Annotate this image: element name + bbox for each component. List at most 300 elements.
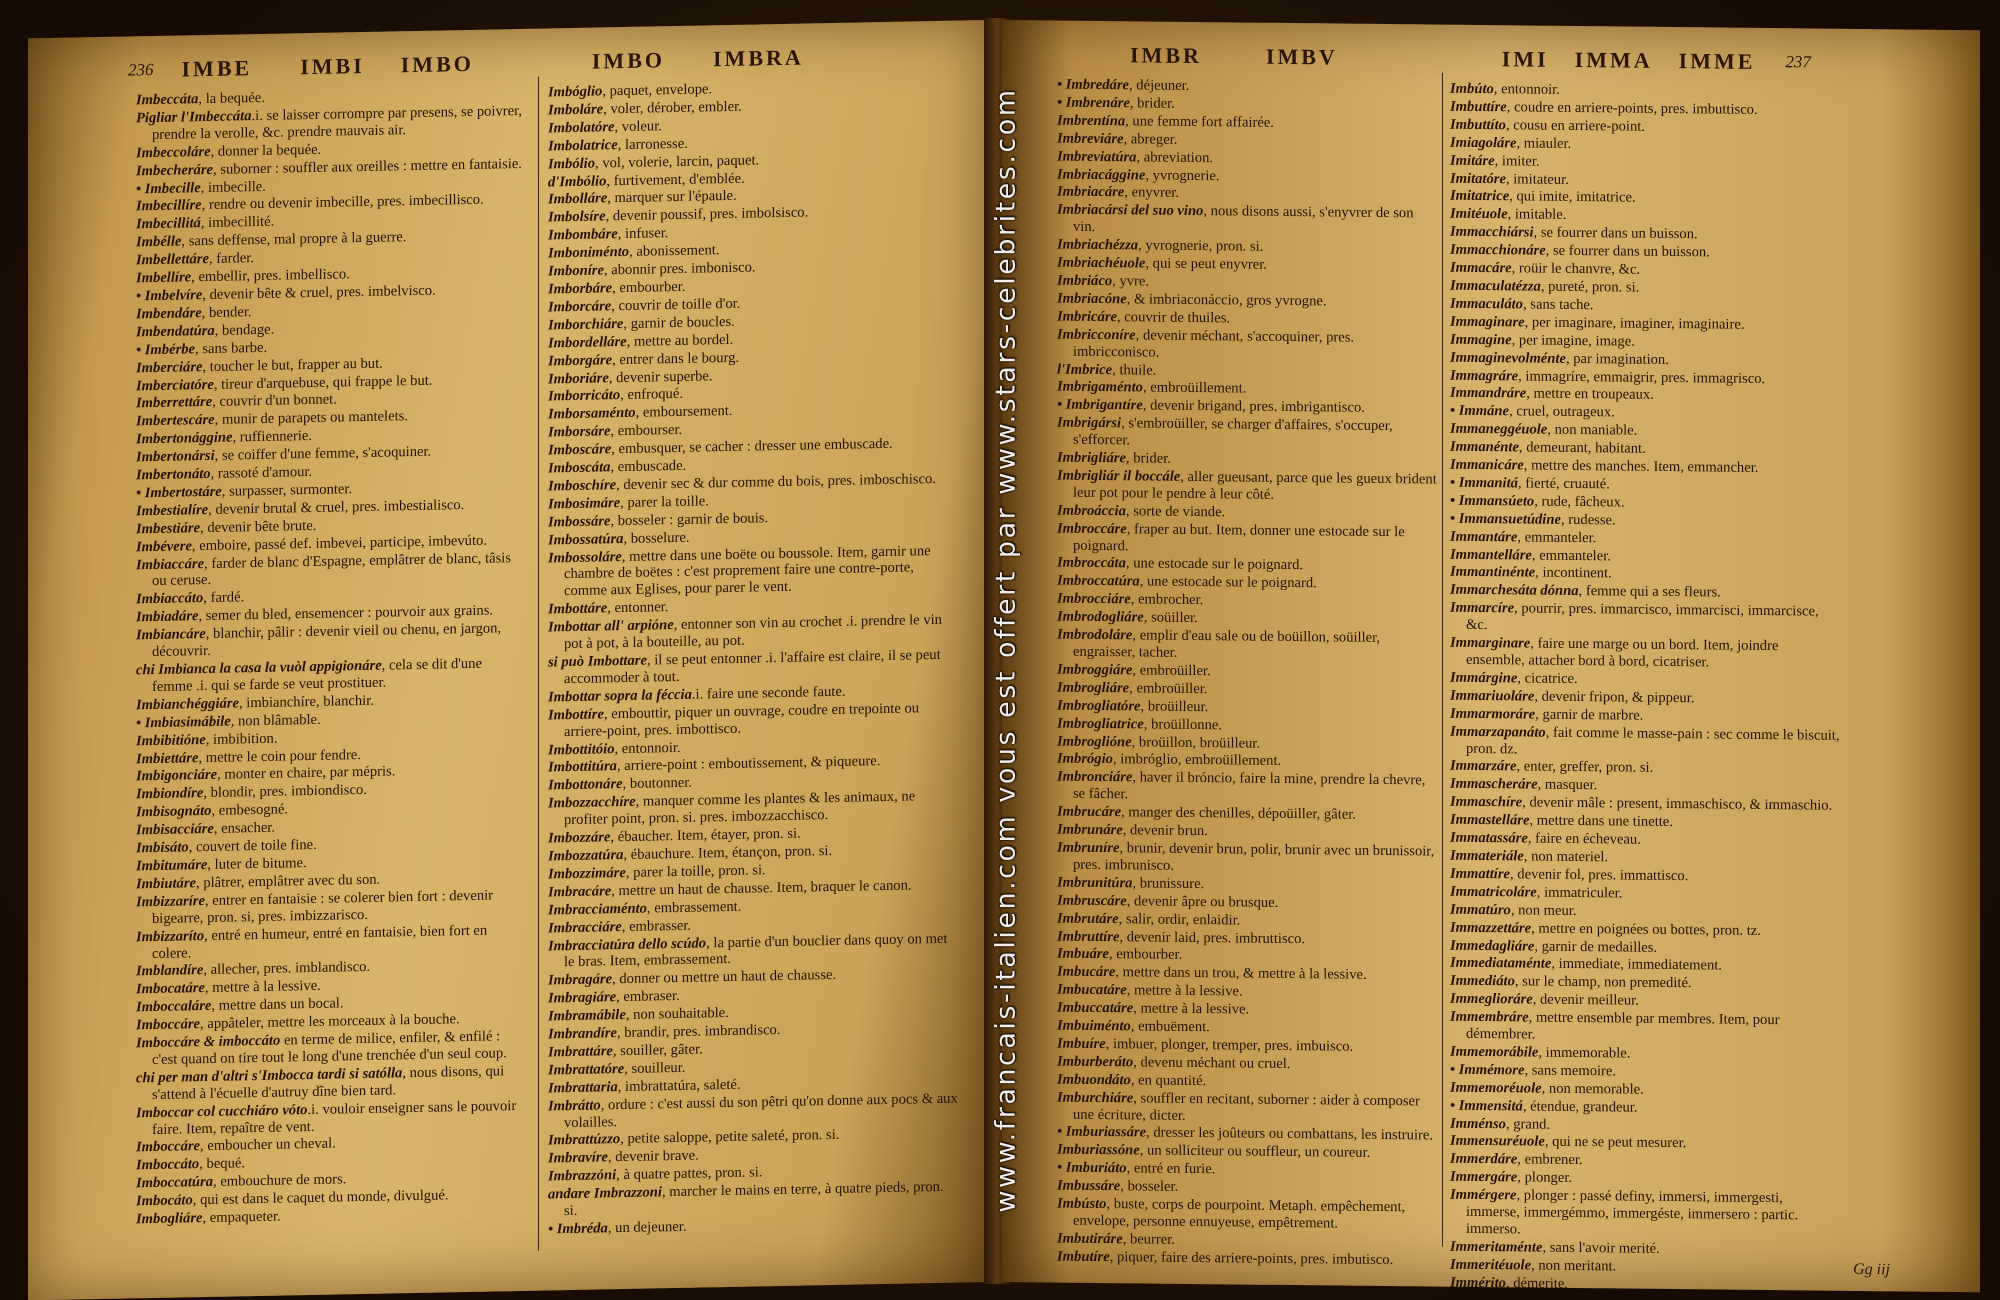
entry-definition: , abonissement.: [629, 242, 720, 261]
entry-headword: Imbitumáre: [136, 856, 208, 875]
entry-headword: Immaculáto: [1450, 295, 1523, 313]
entry-headword: Immeritaménte: [1450, 1238, 1543, 1256]
right-page: [1002, 20, 1980, 1292]
entry-definition: , embroüiller.: [1129, 680, 1208, 697]
entry-headword: Imborbáre: [548, 280, 613, 298]
entry-definition: , embuëment.: [1130, 1018, 1210, 1036]
entry-definition: , emboire, passé def. imbevei, participe, imbevúto.: [191, 532, 487, 554]
entry-definition: , devenir brave.: [608, 1147, 699, 1166]
entry-definition: , garnir de boucles.: [623, 313, 735, 332]
guide-word: IMBV: [1265, 43, 1338, 70]
entry-definition: , mettre le coin pour fendre.: [198, 746, 361, 766]
entry-headword: Imbucatáre: [1057, 981, 1127, 999]
entry-definition: , mettre dans une boëte ou boussole. Item, garnir une chambre de boëtes : c'est proprement faire une contre-porte, comme aux Eglises, pour parer le vent.: [564, 542, 931, 600]
entry-definition: , dresser les joûteurs ou combattans, les instruire.: [1146, 1124, 1433, 1144]
entry-definition: , à quatre pattes, pron. si.: [616, 1164, 763, 1184]
entry-definition: , embuscade.: [610, 457, 687, 476]
entry-definition: , miauler.: [1516, 135, 1572, 152]
entry-definition: , brunir, devenir brun, polir, brunir avec un brunissoir, pres. imbrunisco.: [1073, 840, 1435, 874]
entry-headword: • Imbertostáre: [136, 483, 222, 502]
entry-definition: , non meritant.: [1531, 1257, 1617, 1275]
entry-definition: , devenu méchant ou cruel.: [1133, 1054, 1291, 1072]
entry-headword: Imbogliáre: [136, 1210, 203, 1228]
entry-headword: Imboníre: [548, 262, 604, 280]
entry-headword: Imbrattaria: [548, 1078, 618, 1097]
entry-headword: Immaschíre: [1450, 793, 1523, 811]
entry-headword: Immarginare: [1450, 634, 1531, 652]
entry-definition: , monter en chaire, par mépris.: [217, 763, 396, 784]
entry-headword: Imboccáre & imboccáto: [136, 1032, 281, 1052]
entry-definition: , voleur.: [614, 118, 662, 135]
entry-definition: , la bequée.: [198, 89, 265, 108]
entry-headword: Imbigonciáre: [136, 767, 218, 785]
entry-definition: , couvrir de toille d'or.: [611, 295, 741, 315]
entry-definition: , pureté, pron. si.: [1540, 278, 1640, 296]
entry-definition: , devenir fol, pres. immattisco.: [1510, 866, 1689, 885]
entry-definition: , nous disons, qui s'attend à l'écuelle d'autruy dîne bien tard.: [152, 1063, 505, 1103]
entry-headword: Imbertonársi: [136, 447, 215, 466]
dictionary-entry: [1450, 1274, 1840, 1295]
entry-definition: , voler, dérober, embler.: [603, 98, 742, 118]
entry-headword: Immariuoláre: [1450, 687, 1535, 705]
entry-headword: Immaginare: [1450, 313, 1525, 331]
entry-headword: Imbutiráre: [1057, 1230, 1123, 1248]
entry-definition: , il se peut entonner .i. l'affaire est claire, il se peut accommoder à tout.: [564, 646, 941, 688]
entry-definition: , couvert de toile fine.: [188, 836, 317, 856]
entry-headword: Imborcáre: [548, 298, 612, 316]
entry-headword: Immérgere: [1450, 1186, 1517, 1204]
entry-headword: Imbellíre: [136, 269, 192, 287]
entry-definition: , entré en humeur, entré en fantaisie, bien fort en colere.: [152, 922, 488, 962]
entry-headword: Imbeccoláre: [136, 143, 211, 162]
entry-definition: , emplir d'eau sale ou de boüillon, soüiller, engraisser, tacher.: [1073, 627, 1381, 661]
entry-headword: Imburiassóne: [1057, 1141, 1140, 1159]
entry-definition: , embesogné.: [211, 801, 289, 820]
entry-definition: , entré en furie.: [1126, 1160, 1216, 1178]
entry-headword: Imbreviatúra: [1057, 148, 1137, 166]
entry-headword: Imbrigaménto: [1057, 378, 1143, 396]
entry-headword: Imbuiménto: [1057, 1017, 1131, 1035]
entry-definition: , souiller, gâter.: [612, 1041, 703, 1060]
entry-definition: , embourber.: [1108, 946, 1183, 964]
entry-definition: , ébaucher. Item, étayer, pron. si.: [610, 825, 801, 846]
entry-definition: , une femme fort affairée.: [1125, 113, 1274, 131]
entry-headword: Imbuttíre: [1450, 98, 1507, 116]
entry-definition: , bequé.: [199, 1155, 246, 1173]
entry-headword: andare Imbrazzoni: [548, 1184, 662, 1203]
entry-definition: , demeurant, habitant.: [1518, 439, 1646, 457]
entry-headword: Imborchiáre: [548, 315, 624, 334]
entry-headword: Immanénte: [1450, 438, 1519, 456]
entry-headword: Imbroccatúra: [1057, 572, 1140, 590]
entry-headword: Imbuttíto: [1450, 116, 1506, 134]
entry-definition: , imbecille.: [200, 178, 266, 196]
entry-definition: , imbecillité.: [200, 214, 275, 232]
entry-definition: , sur le champ, non premedité.: [1514, 973, 1692, 992]
entry-headword: Imberciatóre: [136, 376, 214, 394]
entry-definition: , bosselure.: [623, 529, 690, 547]
entry-definition: , yvre.: [1112, 273, 1150, 290]
entry-definition: , brunissure.: [1132, 875, 1205, 892]
entry-definition: , ordure : c'est aussi du son pêtri qu'on donne aux pocs & aux volailles.: [564, 1090, 958, 1131]
page-number: 236: [128, 60, 154, 80]
entry-headword: Immaginevolménte: [1450, 349, 1566, 367]
entry-definition: , souilleur.: [624, 1059, 686, 1077]
entry-headword: • Imburiassáre: [1057, 1124, 1147, 1141]
entry-headword: Imbeccáta: [136, 91, 199, 109]
entry-definition: , emmanteler.: [1517, 529, 1597, 546]
entry-definition: , brider.: [1129, 95, 1175, 112]
entry-headword: Imbriachézza: [1057, 236, 1139, 254]
entry-headword: Immastelláre: [1450, 811, 1530, 829]
entry-headword: Immarzapanáto: [1450, 723, 1546, 741]
entry-definition: , un dejeuner.: [607, 1218, 687, 1237]
entry-headword: Imberrettáre: [136, 394, 213, 412]
entry-definition: , imbróglio, embroüillement.: [1112, 751, 1282, 770]
entry-definition: , manger des chenilles, dépoüiller, gâter.: [1121, 804, 1356, 823]
entry-definition: , entonner son vin au crochet .i. prendre le vin pot à pot, à la bouteille, au pot.: [564, 612, 942, 653]
entry-definition: , plâtrer, emplâtrer avec du son.: [196, 871, 381, 892]
entry-headword: Imbrutáre: [1057, 910, 1119, 927]
entry-definition: , imbibition.: [205, 730, 278, 748]
entry-headword: Immantelláre: [1450, 546, 1532, 564]
entry-definition: , piquer, faire des arriere-points, pres. imbutisco.: [1109, 1248, 1394, 1268]
entry-definition: , broüilleur.: [1140, 698, 1209, 715]
entry-definition: , incontinent.: [1535, 565, 1612, 582]
entry-headword: Imbragiáre: [548, 989, 617, 1007]
entry-definition: en terme de milice, enfiler, & enfilé : c'est quand on tire tout le long d'une trenchée d'un seul coup.: [152, 1028, 507, 1068]
entry-definition: , garnir de medailles.: [1534, 938, 1658, 956]
entry-definition: , blondir, pres. imbiondisco.: [203, 782, 367, 802]
entry-definition: , sans l'avoir merité.: [1542, 1239, 1660, 1257]
entry-definition: , embraser.: [616, 988, 680, 1006]
entry-headword: Imbutíre: [1057, 1248, 1110, 1265]
entry-headword: Imbottonáre: [548, 776, 623, 794]
dictionary-entry: [1450, 1009, 1840, 1047]
entry-definition: , devenir meilleur.: [1532, 991, 1639, 1009]
entry-headword: Immacchiársi: [1450, 223, 1534, 241]
entry-headword: Imboccáto: [136, 1156, 200, 1174]
entry-headword: Imbosimáre: [548, 494, 621, 513]
entry-definition: , devenir fripon, & pippeur.: [1534, 688, 1695, 707]
entry-headword: Imbriacáre: [1057, 184, 1125, 201]
entry-headword: Immensuréuole: [1450, 1133, 1545, 1151]
entry-headword: Imbellettáre: [136, 251, 209, 269]
entry-headword: Imbocáto: [136, 1192, 193, 1210]
entry-definition: , enfroqué.: [620, 386, 683, 404]
entry-definition: , souffler en recitant, suborner : aider à composer une écriture, dicter.: [1073, 1090, 1420, 1124]
entry-headword: Imbecheráre: [136, 161, 214, 179]
entry-headword: Immagráre: [1450, 367, 1519, 384]
dictionary-entry: [1057, 468, 1437, 506]
entry-definition: , munir de parapets ou mantelets.: [214, 408, 408, 429]
entry-headword: Imbibitióne: [136, 731, 206, 749]
entry-definition: .i. faire une seconde faute.: [691, 683, 846, 703]
entry-definition: , embellir, pres. imbellisco.: [191, 266, 350, 286]
entry-definition: , mettre des manches. Item, emmancher.: [1523, 457, 1759, 476]
entry-definition: , boutonner.: [622, 775, 692, 793]
entry-headword: Imboccatúra: [136, 1174, 214, 1192]
entry-headword: Imbroáccia: [1057, 502, 1126, 520]
entry-definition: , faire une marge ou un bord. Item, joindre ensemble, attacher bord à bord, cicatriser.: [1466, 635, 1779, 671]
dictionary-entry: [1057, 520, 1437, 558]
guide-word: IMI: [1501, 46, 1549, 72]
dictionary-entry: [1057, 1196, 1437, 1234]
entry-headword: Imbrazzóni: [548, 1167, 617, 1185]
entry-headword: Immeritéuole: [1450, 1256, 1532, 1274]
entry-definition: , embusquer, se cacher : dresser une embuscade.: [611, 435, 893, 458]
left-column-2: [548, 77, 960, 1251]
entry-headword: Imbrattáre: [548, 1043, 613, 1061]
entry-headword: Immarchesáta dónna: [1450, 582, 1579, 600]
entry-headword: Imbuíre: [1057, 1035, 1106, 1053]
entry-definition: , devenir mâle : present, immaschisco, & immaschio.: [1522, 794, 1833, 814]
entry-headword: Imbrogliáre: [1057, 679, 1130, 697]
entry-definition: , cicatrice.: [1517, 670, 1578, 687]
guide-word: IMBRA: [713, 44, 804, 72]
entry-definition: , mettre en troupeaux.: [1526, 385, 1654, 404]
entry-headword: Imbrandíre: [548, 1025, 617, 1043]
entry-definition: , entonner.: [607, 599, 669, 617]
entry-definition: , per imaginare, imaginer, imaginaire.: [1524, 314, 1745, 333]
guide-word: IMBO: [591, 47, 665, 74]
entry-headword: Imbottar all' arpióne: [548, 617, 674, 636]
entry-headword: Imboláre: [548, 101, 604, 119]
entry-headword: Imboscáta: [548, 459, 611, 477]
watermark-text: www.francais-italien.com vous est offert par www.stars-celebrites.com: [990, 87, 1022, 1213]
entry-definition: , devenir bête & cruel, pres. imbelvisco.: [202, 282, 436, 304]
entry-definition: , grand.: [1505, 1115, 1551, 1133]
entry-definition: , entonnoir.: [614, 739, 681, 757]
entry-definition: , devenir poussif, pres. imbolsisco.: [605, 204, 809, 225]
entry-headword: Imbiutáre: [136, 875, 197, 893]
entry-headword: Imbrunitúra: [1057, 874, 1133, 892]
entry-definition: , mettre dans un bocal.: [211, 995, 344, 1015]
entry-definition: , plonger : passé definy, immersi, immergesti, immerse, immergémmo, immergéste, immersero : partic. immerso.: [1466, 1187, 1799, 1238]
entry-definition: , fait comme le masse-pain : sec comme le biscuit, pron. dz.: [1466, 724, 1840, 757]
entry-headword: Immemorábile: [1450, 1043, 1539, 1061]
entry-headword: Imburberáto: [1057, 1053, 1134, 1071]
entry-headword: Immacáre: [1450, 259, 1512, 277]
entry-definition: , roüir le chanvre, &c.: [1511, 260, 1641, 278]
entry-headword: Imbrattatóre: [548, 1060, 625, 1079]
entry-headword: Imbreviáre: [1057, 130, 1124, 147]
entry-definition: , salir, ordir, enlaidir.: [1118, 910, 1241, 929]
entry-definition: , qui se peut enyvrer.: [1145, 255, 1267, 273]
entry-definition: , mettre en poignées ou bottes, pron. tz.: [1531, 920, 1761, 939]
entry-definition: , embrasser.: [621, 917, 692, 935]
entry-headword: Immaneggéuole: [1450, 420, 1548, 438]
entry-headword: Imbrigliáre: [1057, 449, 1126, 467]
entry-headword: Immergáre: [1450, 1168, 1518, 1186]
entry-headword: Imberciáre: [136, 358, 203, 376]
entry-definition: , luter de bitume.: [207, 855, 307, 873]
page-number: 237: [1785, 52, 1811, 72]
guide-word: IMBE: [181, 55, 253, 82]
entry-headword: Immazzettáre: [1450, 919, 1532, 937]
entry-definition: , brandir, pres. imbrandisco.: [616, 1022, 781, 1042]
entry-headword: Immediáto: [1450, 973, 1515, 990]
entry-definition: , coudre en arriere-points, pres. imbuttisco.: [1506, 99, 1758, 118]
entry-definition: , entonnoir.: [1493, 81, 1560, 98]
entry-definition: , bosseler.: [1120, 1178, 1179, 1196]
right-column-2: [1450, 80, 1840, 1292]
entry-headword: Imbélle: [136, 233, 182, 251]
entry-headword: Immantáre: [1450, 528, 1518, 546]
entry-headword: • Imbrenáre: [1057, 94, 1130, 112]
entry-headword: Imbucáre: [1057, 963, 1116, 981]
entry-headword: • Imbecille: [136, 179, 201, 197]
entry-definition: , rudesse.: [1560, 511, 1616, 529]
entry-definition: , abreviation.: [1136, 149, 1214, 166]
entry-definition: , sans barbe.: [195, 339, 268, 357]
entry-definition: , devenir âpre ou brusque.: [1126, 892, 1279, 911]
right-column-1: [1057, 76, 1437, 1268]
entry-definition: , couvrir d'un bonnet.: [212, 391, 337, 411]
entry-headword: Immarcíre: [1450, 599, 1515, 617]
entry-definition: , abonnir pres. imbonisco.: [603, 259, 756, 279]
entry-headword: Imbozzacchíre: [548, 794, 636, 812]
entry-headword: si può Imbottare: [548, 652, 647, 671]
dictionary-entry: [1450, 723, 1840, 761]
entry-definition: , entrer dans le bourg.: [612, 349, 740, 368]
entry-definition: , toucher le but, frapper au but.: [202, 355, 383, 375]
entry-headword: Imbestialíre: [136, 501, 209, 520]
entry-definition: , paquet, envelope.: [602, 81, 713, 100]
entry-headword: Imboccaláre: [136, 998, 212, 1016]
entry-definition: , démerite.: [1505, 1274, 1568, 1292]
entry-headword: Immantinénte: [1450, 564, 1536, 582]
dictionary-entry: [1450, 1187, 1840, 1242]
entry-definition: , imiter.: [1494, 152, 1540, 170]
entry-headword: Imbramábile: [548, 1007, 626, 1025]
entry-headword: Imbruscáre: [1057, 892, 1127, 909]
entry-definition: , imbrattatúra, saleté.: [617, 1076, 741, 1095]
entry-definition: , bendage.: [214, 321, 275, 339]
entry-headword: Imbracciatúra dello scúdo: [548, 934, 707, 954]
column-rule: [538, 77, 539, 1251]
entry-headword: • Imburiáto: [1057, 1159, 1127, 1177]
entry-definition: , surpasser, surmonter.: [221, 481, 353, 500]
entry-headword: • Immáne: [1450, 403, 1510, 420]
entry-definition: , vol, volerie, larcin, paquet.: [595, 152, 760, 172]
entry-definition: , donner la bequée.: [210, 141, 322, 160]
entry-definition: , suborner : souffler aux oreilles : mettre en fantaisie.: [213, 155, 522, 178]
entry-headword: Imboniménto: [548, 244, 630, 262]
entry-headword: Imbolsíre: [548, 208, 606, 226]
entry-definition: , rendre ou devenir imbecille, pres. imbecillisco.: [201, 192, 484, 214]
entry-definition: , mettre un haut de chausse. Item, braquer le canon.: [611, 877, 912, 900]
entry-definition: , parer la toille.: [620, 493, 709, 511]
entry-headword: Imbragáre: [548, 971, 613, 989]
entry-definition: .i. se laisser corrompre par presens, se poivrer, prendre la verolle, &c. prendre mauvais air.: [152, 102, 523, 143]
dictionary-entry: [1450, 635, 1840, 673]
entry-headword: Imbrógio: [1057, 751, 1113, 768]
entry-headword: Imboschíre: [548, 477, 617, 495]
entry-headword: Imbossoláre: [548, 548, 622, 567]
entry-headword: • Imbréda: [548, 1220, 608, 1238]
entry-definition: , buste, corps de pourpoint. Metaph. empêchement, envelope, personne ennuyeuse, empêtrement.: [1073, 1196, 1406, 1232]
entry-definition: , devenir bête brute.: [200, 517, 317, 536]
entry-headword: Imbracciaménto: [548, 900, 647, 919]
entry-definition: , devenir brigand, pres. imbrigantisco.: [1142, 397, 1365, 417]
entry-definition: , blanchir, pâlir : devenir vieil ou chenu, en jargon, découvrir.: [152, 620, 502, 661]
entry-headword: Imbiaccáre: [136, 555, 205, 573]
entry-definition: , entrer en fantaisie : se colerer bien fort : devenir bigearre, pron. si, pres. imbizzarisco.: [152, 887, 494, 927]
dictionary-entry: [548, 542, 960, 601]
dictionary-entry: [1057, 326, 1437, 364]
entry-headword: Immanicáre: [1450, 456, 1524, 474]
entry-headword: Imbolatrice: [548, 136, 618, 155]
entry-headword: Imblandíre: [136, 962, 204, 980]
entry-definition: , imbianchíre, blanchir.: [238, 692, 374, 712]
entry-definition: , une estocade sur le poignard.: [1125, 555, 1304, 574]
entry-headword: Imbiadáre: [136, 608, 199, 626]
entry-definition: , furtivement, d'emblée.: [606, 170, 745, 189]
entry-headword: Imbolláre: [548, 190, 608, 208]
entry-definition: , par imagination.: [1565, 350, 1669, 368]
entry-definition: , embouttir, piquer un ouvrage, coudre en trepointe ou arriere-point, pres. imbottisco.: [564, 700, 920, 740]
entry-headword: Imbuondáto: [1057, 1071, 1131, 1089]
entry-definition: , immatriculer.: [1536, 884, 1623, 902]
entry-definition: , haver il bróncio, faire la mine, prendre la chevre, se fâcher.: [1073, 769, 1426, 803]
entry-headword: Imbolatóre: [548, 118, 615, 137]
entry-definition: , masquer.: [1537, 776, 1598, 794]
entry-headword: Imitatrice: [1450, 188, 1510, 205]
entry-definition: , en quantité.: [1130, 1072, 1207, 1089]
entry-definition: , immemorable.: [1538, 1044, 1631, 1062]
entry-headword: Immerdáre: [1450, 1151, 1518, 1168]
entry-definition: , immediate, immediatement.: [1551, 956, 1722, 974]
column-rule: [1442, 73, 1443, 1247]
entry-definition: , non materiel.: [1523, 848, 1609, 866]
entry-definition: , embouchure de mors.: [213, 1171, 347, 1191]
entry-headword: • Imbelvíre: [136, 287, 203, 305]
entry-definition: .i. vouloir enseigner sans le pouvoir faire. Item, repaître de vent.: [152, 1097, 517, 1138]
entry-definition: , mettre à la lessive.: [1133, 1000, 1250, 1018]
entry-headword: • Imbiasimábile: [136, 713, 231, 732]
entry-definition: , imitable.: [1507, 206, 1567, 224]
entry-headword: Imbroggiáre: [1057, 661, 1133, 679]
entry-headword: Imbendáre: [136, 304, 202, 323]
entry-headword: Imbravíre: [548, 1149, 608, 1167]
entry-headword: Imbrigliár il boccále: [1057, 467, 1181, 485]
entry-definition: , parer la toille, pron. si.: [625, 862, 766, 881]
entry-headword: Immatricoláre: [1450, 883, 1537, 901]
left-column-1: [136, 85, 526, 1258]
entry-definition: , devenir laid, pres. imbruttisco.: [1119, 928, 1306, 947]
entry-headword: Imbottíre: [548, 706, 604, 724]
dictionary-entry: [1057, 627, 1437, 665]
entry-definition: , femme qui a ses fleurs.: [1578, 583, 1721, 601]
entry-headword: Imbévere: [136, 537, 192, 556]
entry-headword: Imbecillitá: [136, 215, 201, 233]
entry-definition: , rude, fâcheux.: [1534, 493, 1625, 511]
entry-definition: , sorte de viande.: [1125, 503, 1226, 521]
entry-headword: Imboccáre: [136, 1016, 201, 1034]
left-page: [28, 20, 988, 1300]
entry-definition: , nous disons aussi, s'enyvrer de son vin.: [1073, 203, 1414, 236]
entry-definition: , embrocher.: [1130, 591, 1204, 609]
entry-headword: Imbizzaríto: [136, 927, 205, 945]
entry-headword: Imbuccatáre: [1057, 999, 1134, 1017]
entry-headword: Immatassáre: [1450, 829, 1528, 847]
entry-definition: , aller gueusant, parce que les gueux brident leur pot pour le pendre à leur côté.: [1073, 468, 1437, 503]
entry-headword: Imbruníre: [1057, 839, 1120, 857]
entry-headword: Immaculatézza: [1450, 277, 1541, 295]
entry-definition: , sans memoire.: [1524, 1062, 1617, 1080]
entry-definition: , devenir brun.: [1122, 822, 1208, 840]
